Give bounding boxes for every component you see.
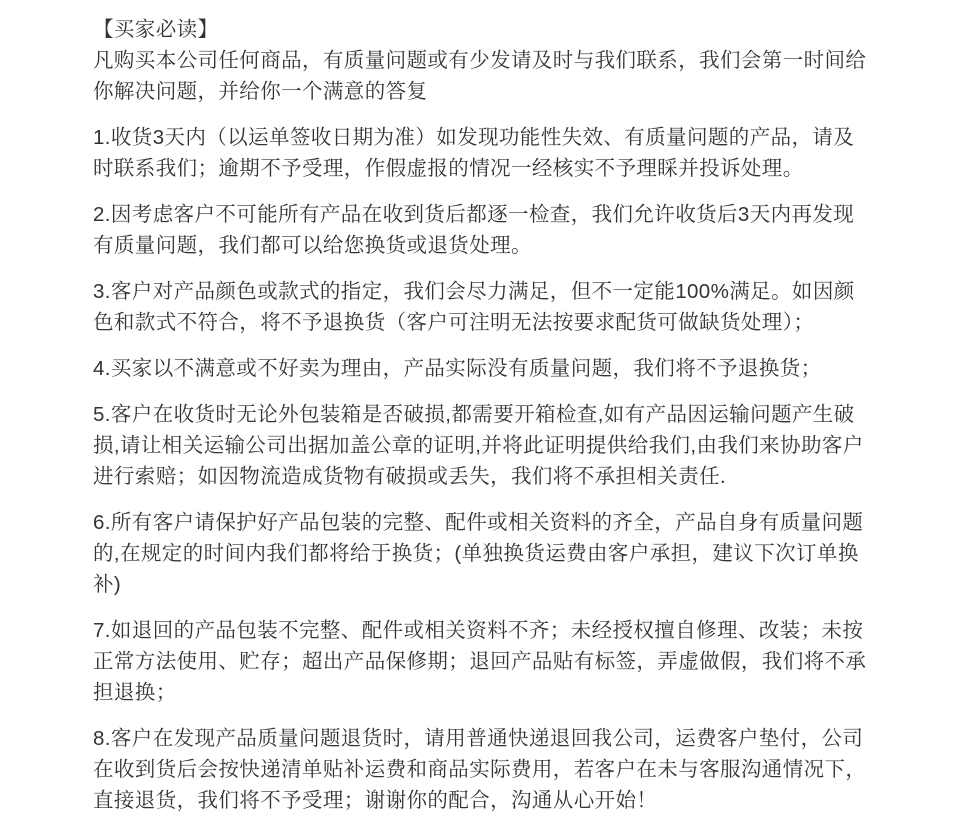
text-line: 在收到货后会按快递清单贴补运费和商品实际费用，若客户在未与客服沟通情况下， bbox=[93, 758, 867, 781]
text-line: 损,请让相关运输公司出据加盖公章的证明,并将此证明提供给我们,由我们来协助客户 bbox=[93, 434, 864, 457]
rule-5 bbox=[93, 399, 893, 492]
text-line: 有质量问题，我们都可以给您换货或退货处理。 bbox=[93, 234, 532, 257]
text-line: 担退换； bbox=[93, 681, 177, 704]
text-line: 色和款式不符合，将不予退换货（客户可注明无法按要求配货可做缺货处理）； bbox=[93, 311, 815, 334]
text-line: 时联系我们；逾期不予受理，作假虚报的情况一经核实不予理睬并投诉处理。 bbox=[93, 157, 804, 180]
text-line: 正常方法使用、贮存；超出产品保修期；退回产品贴有标签，弄虚做假，我们将不承 bbox=[93, 650, 867, 673]
text-line: 6.所有客户请保护好产品包装的完整、配件或相关资料的齐全，产品自身有质量问题 bbox=[93, 511, 864, 534]
text-line: 2.因考虑客户不可能所有产品在收到货后都逐一检查，我们允许收货后3天内再发现 bbox=[93, 203, 855, 226]
text-line: 8.客户在发现产品质量问题退货时，请用普通快递退回我公司，运费客户垫付，公司 bbox=[93, 727, 864, 750]
text-line: 补) bbox=[93, 573, 122, 596]
text-line: 3.客户对产品颜色或款式的指定，我们会尽力满足，但不一定能100%满足。如因颜 bbox=[93, 280, 855, 303]
text-line: 5.客户在收货时无论外包装箱是否破损,都需要开箱检查,如有产品因运输问题产生破 bbox=[93, 403, 855, 426]
notice-heading: 【买家必读】 bbox=[93, 18, 219, 41]
text-line: 直接退货，我们将不予受理；谢谢你的配合，沟通从心开始！ bbox=[93, 789, 658, 812]
rule-8 bbox=[93, 723, 893, 816]
text-line: 凡购买本公司任何商品，有质量问题或有少发请及时与我们联系，我们会第一时间给 bbox=[93, 49, 867, 72]
text-line: 4.买家以不满意或不好卖为理由，产品实际没有质量问题，我们将不予退换货； bbox=[93, 357, 822, 380]
text-line: 进行索赔；如因物流造成货物有破损或丢失，我们将不承担相关责任. bbox=[93, 465, 727, 488]
intro-paragraph bbox=[93, 14, 893, 107]
text-line: 的,在规定的时间内我们都将给于换货；(单独换货运费由客户承担，建议下次订单换 bbox=[93, 542, 859, 565]
text-line: 7.如退回的产品包装不完整、配件或相关资料不齐；未经授权擅自修理、改装；未按 bbox=[93, 619, 864, 642]
rule-6 bbox=[93, 507, 893, 600]
rule-3 bbox=[93, 276, 893, 338]
rule-2 bbox=[93, 199, 893, 261]
buyer-notice-document bbox=[93, 14, 893, 831]
rule-1 bbox=[93, 122, 893, 184]
text-line: 1.收货3天内（以运单签收日期为准）如发现功能性失效、有质量问题的产品，请及 bbox=[93, 126, 855, 149]
rule-7 bbox=[93, 615, 893, 708]
text-line: 你解决问题，并给你一个满意的答复 bbox=[93, 80, 428, 103]
rule-4 bbox=[93, 353, 893, 384]
